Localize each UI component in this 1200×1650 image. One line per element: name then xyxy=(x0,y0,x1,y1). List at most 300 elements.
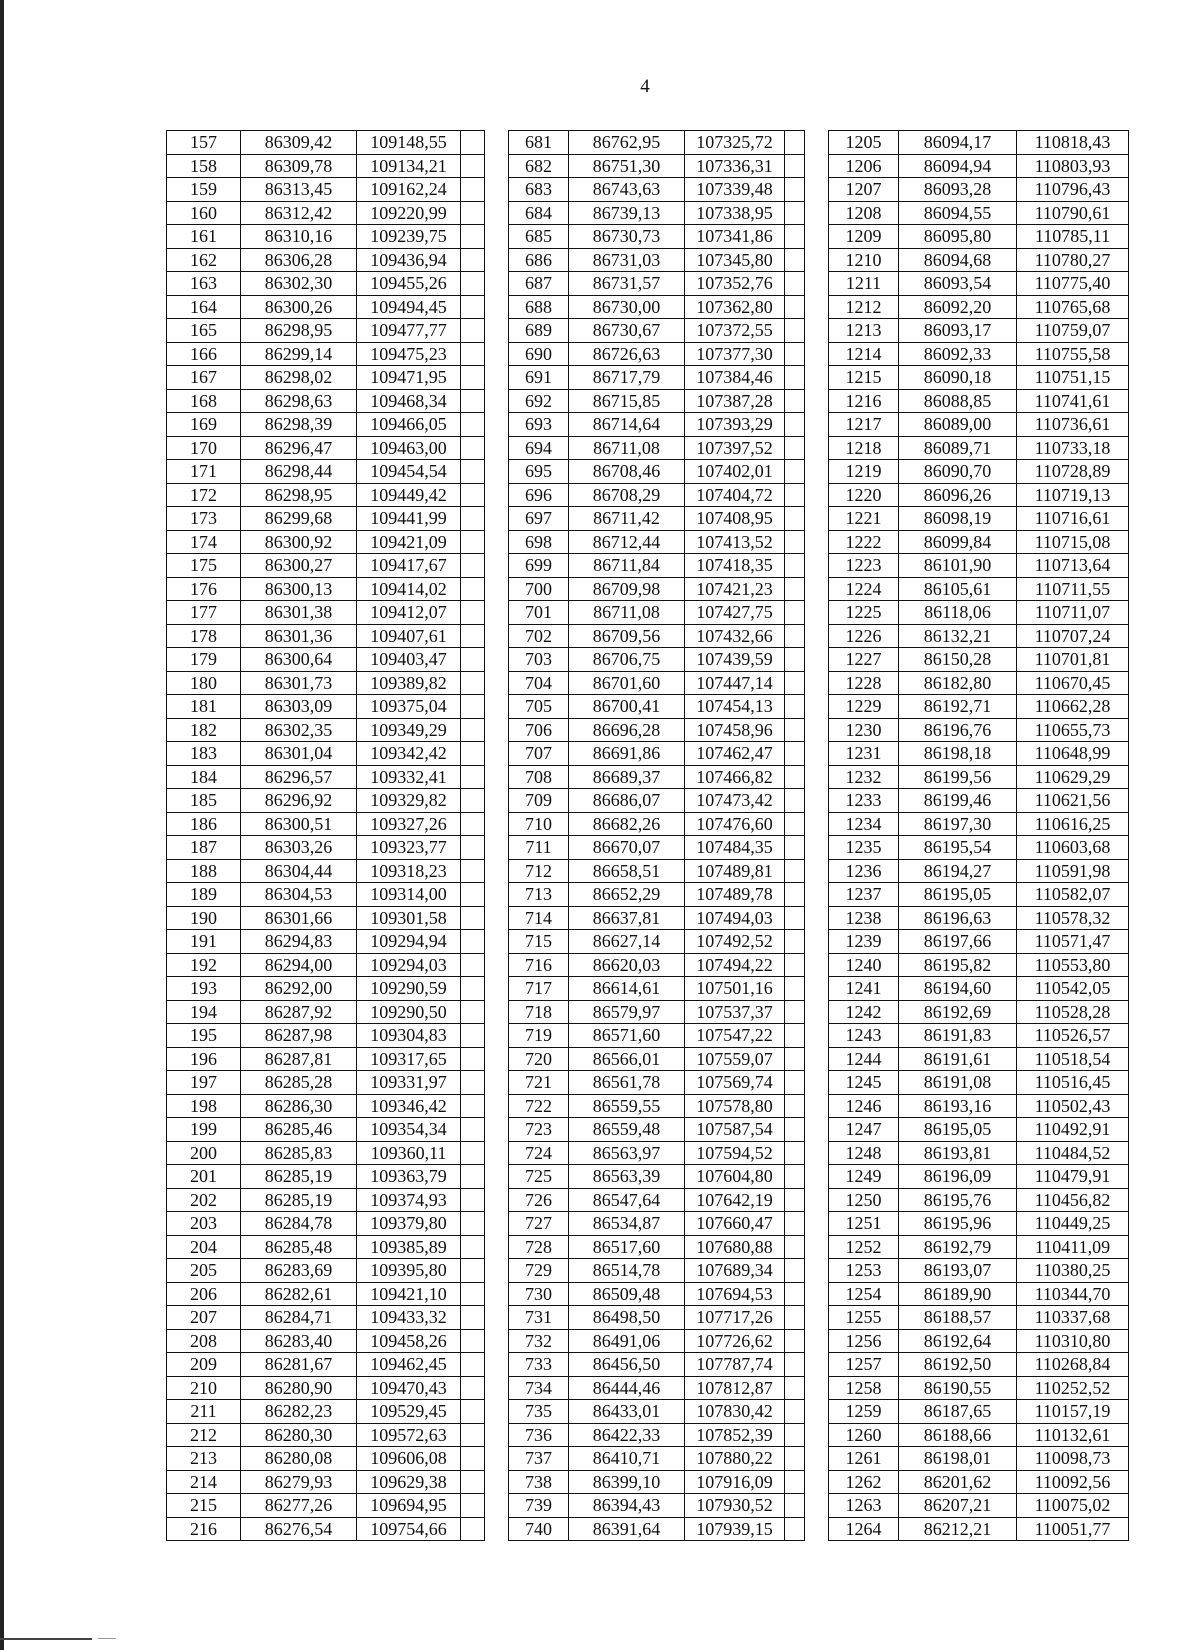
spacer-cell xyxy=(785,436,805,460)
spacer-cell xyxy=(461,1470,485,1494)
spacer-cell xyxy=(785,1400,805,1424)
spacer-cell xyxy=(461,1423,485,1447)
y-coordinate-cell: 109301,58 xyxy=(357,906,461,930)
x-coordinate-cell: 86193,07 xyxy=(899,1259,1017,1283)
y-coordinate-cell: 107537,37 xyxy=(685,1000,785,1024)
y-coordinate-cell: 109294,03 xyxy=(357,953,461,977)
spacer-cell xyxy=(785,1165,805,1189)
x-coordinate-cell: 86509,48 xyxy=(569,1282,685,1306)
point-number-cell: 736 xyxy=(509,1423,569,1447)
point-number-cell: 1227 xyxy=(829,648,899,672)
x-coordinate-cell: 86296,47 xyxy=(241,436,357,460)
spacer-cell xyxy=(785,671,805,695)
spacer-cell xyxy=(785,1071,805,1095)
page-number: 4 xyxy=(640,76,650,97)
x-coordinate-cell: 86094,17 xyxy=(899,131,1017,155)
y-coordinate-cell: 109407,61 xyxy=(357,624,461,648)
spacer-cell xyxy=(461,295,485,319)
x-coordinate-cell: 86298,02 xyxy=(241,366,357,390)
x-coordinate-cell: 86303,09 xyxy=(241,695,357,719)
point-number-cell: 684 xyxy=(509,201,569,225)
table-row xyxy=(509,1094,805,1118)
spacer-cell xyxy=(461,225,485,249)
spacer-cell xyxy=(785,342,805,366)
y-coordinate-cell: 109304,83 xyxy=(357,1024,461,1048)
point-number-cell: 696 xyxy=(509,483,569,507)
y-coordinate-cell: 107439,59 xyxy=(685,648,785,672)
table-row xyxy=(167,1047,485,1071)
spacer-cell xyxy=(785,953,805,977)
point-number-cell: 704 xyxy=(509,671,569,695)
x-coordinate-cell: 86192,79 xyxy=(899,1235,1017,1259)
y-coordinate-cell: 107393,29 xyxy=(685,413,785,437)
point-number-cell: 693 xyxy=(509,413,569,437)
y-coordinate-cell: 109290,59 xyxy=(357,977,461,1001)
point-number-cell: 1235 xyxy=(829,836,899,860)
x-coordinate-cell: 86299,14 xyxy=(241,342,357,366)
point-number-cell: 691 xyxy=(509,366,569,390)
y-coordinate-cell: 107939,15 xyxy=(685,1517,785,1541)
point-number-cell: 705 xyxy=(509,695,569,719)
point-number-cell: 716 xyxy=(509,953,569,977)
spacer-cell xyxy=(461,154,485,178)
spacer-cell xyxy=(461,460,485,484)
point-number-cell: 191 xyxy=(167,930,241,954)
table-row xyxy=(167,436,485,460)
y-coordinate-cell: 110818,43 xyxy=(1017,131,1129,155)
x-coordinate-cell: 86196,63 xyxy=(899,906,1017,930)
x-coordinate-cell: 86090,70 xyxy=(899,460,1017,484)
point-number-cell: 163 xyxy=(167,272,241,296)
point-number-cell: 211 xyxy=(167,1400,241,1424)
spacer-cell xyxy=(461,1000,485,1024)
spacer-cell xyxy=(785,201,805,225)
point-number-cell: 688 xyxy=(509,295,569,319)
point-number-cell: 1258 xyxy=(829,1376,899,1400)
point-number-cell: 174 xyxy=(167,530,241,554)
table-row xyxy=(167,319,485,343)
y-coordinate-cell: 110796,43 xyxy=(1017,178,1129,202)
table-row xyxy=(167,836,485,860)
point-number-cell: 722 xyxy=(509,1094,569,1118)
y-coordinate-cell: 107345,80 xyxy=(685,248,785,272)
x-coordinate-cell: 86195,54 xyxy=(899,836,1017,860)
table-row xyxy=(167,812,485,836)
y-coordinate-cell: 107852,39 xyxy=(685,1423,785,1447)
spacer-cell xyxy=(785,789,805,813)
point-number-cell: 188 xyxy=(167,859,241,883)
table-row xyxy=(509,530,805,554)
point-number-cell: 209 xyxy=(167,1353,241,1377)
y-coordinate-cell: 107421,23 xyxy=(685,577,785,601)
point-number-cell: 171 xyxy=(167,460,241,484)
y-coordinate-cell: 109403,47 xyxy=(357,648,461,672)
point-number-cell: 1217 xyxy=(829,413,899,437)
spacer-cell xyxy=(785,1447,805,1471)
y-coordinate-cell: 110252,52 xyxy=(1017,1376,1129,1400)
table-row xyxy=(509,248,805,272)
point-number-cell: 1216 xyxy=(829,389,899,413)
x-coordinate-cell: 86300,51 xyxy=(241,812,357,836)
spacer-cell xyxy=(785,1118,805,1142)
y-coordinate-cell: 110741,61 xyxy=(1017,389,1129,413)
point-number-cell: 197 xyxy=(167,1071,241,1095)
x-coordinate-cell: 86192,69 xyxy=(899,1000,1017,1024)
point-number-cell: 159 xyxy=(167,178,241,202)
point-number-cell: 177 xyxy=(167,601,241,625)
point-number-cell: 715 xyxy=(509,930,569,954)
spacer-cell xyxy=(461,742,485,766)
point-number-cell: 164 xyxy=(167,295,241,319)
spacer-cell xyxy=(785,601,805,625)
point-number-cell: 208 xyxy=(167,1329,241,1353)
x-coordinate-cell: 86711,42 xyxy=(569,507,685,531)
table-row xyxy=(829,1400,1129,1424)
y-coordinate-cell: 110728,89 xyxy=(1017,460,1129,484)
x-coordinate-cell: 86099,84 xyxy=(899,530,1017,554)
x-coordinate-cell: 86711,08 xyxy=(569,601,685,625)
y-coordinate-cell: 107397,52 xyxy=(685,436,785,460)
y-coordinate-cell: 107384,46 xyxy=(685,366,785,390)
point-number-cell: 690 xyxy=(509,342,569,366)
table-row xyxy=(509,436,805,460)
point-number-cell: 683 xyxy=(509,178,569,202)
x-coordinate-cell: 86303,26 xyxy=(241,836,357,860)
point-number-cell: 196 xyxy=(167,1047,241,1071)
x-coordinate-cell: 86191,61 xyxy=(899,1047,1017,1071)
table-row xyxy=(509,671,805,695)
point-number-cell: 1209 xyxy=(829,225,899,249)
table-row xyxy=(509,554,805,578)
table-row xyxy=(167,1188,485,1212)
y-coordinate-cell: 109449,42 xyxy=(357,483,461,507)
table-row xyxy=(829,248,1129,272)
table-row xyxy=(509,1282,805,1306)
spacer-cell xyxy=(461,930,485,954)
y-coordinate-cell: 110711,55 xyxy=(1017,577,1129,601)
x-coordinate-cell: 86284,71 xyxy=(241,1306,357,1330)
x-coordinate-cell: 86743,63 xyxy=(569,178,685,202)
x-coordinate-cell: 86287,92 xyxy=(241,1000,357,1024)
table-row xyxy=(167,154,485,178)
y-coordinate-cell: 109572,63 xyxy=(357,1423,461,1447)
y-coordinate-cell: 109462,45 xyxy=(357,1353,461,1377)
spacer-cell xyxy=(461,695,485,719)
y-coordinate-cell: 109494,45 xyxy=(357,295,461,319)
y-coordinate-cell: 110755,58 xyxy=(1017,342,1129,366)
point-number-cell: 203 xyxy=(167,1212,241,1236)
x-coordinate-cell: 86094,94 xyxy=(899,154,1017,178)
y-coordinate-cell: 107830,42 xyxy=(685,1400,785,1424)
table-row xyxy=(829,906,1129,930)
point-number-cell: 734 xyxy=(509,1376,569,1400)
y-coordinate-cell: 107408,95 xyxy=(685,507,785,531)
point-number-cell: 1228 xyxy=(829,671,899,695)
table-row xyxy=(167,671,485,695)
x-coordinate-cell: 86300,13 xyxy=(241,577,357,601)
y-coordinate-cell: 109629,38 xyxy=(357,1470,461,1494)
spacer-cell xyxy=(461,812,485,836)
table-row xyxy=(167,1235,485,1259)
y-coordinate-cell: 107377,30 xyxy=(685,342,785,366)
table-row xyxy=(167,225,485,249)
scan-left-edge xyxy=(0,0,4,1650)
y-coordinate-cell: 110516,45 xyxy=(1017,1071,1129,1095)
table-row xyxy=(509,272,805,296)
x-coordinate-cell: 86196,09 xyxy=(899,1165,1017,1189)
table-row xyxy=(509,1024,805,1048)
table-row xyxy=(829,648,1129,672)
table-row xyxy=(509,1000,805,1024)
point-number-cell: 199 xyxy=(167,1118,241,1142)
spacer-cell xyxy=(461,366,485,390)
y-coordinate-cell: 109349,29 xyxy=(357,718,461,742)
point-number-cell: 175 xyxy=(167,554,241,578)
table-row xyxy=(829,436,1129,460)
point-number-cell: 183 xyxy=(167,742,241,766)
x-coordinate-cell: 86191,08 xyxy=(899,1071,1017,1095)
table-row xyxy=(509,930,805,954)
table-row xyxy=(829,201,1129,225)
x-coordinate-cell: 86547,64 xyxy=(569,1188,685,1212)
x-coordinate-cell: 86708,29 xyxy=(569,483,685,507)
spacer-cell xyxy=(461,436,485,460)
y-coordinate-cell: 110780,27 xyxy=(1017,248,1129,272)
point-number-cell: 1210 xyxy=(829,248,899,272)
table-row xyxy=(509,718,805,742)
point-number-cell: 1252 xyxy=(829,1235,899,1259)
point-number-cell: 1207 xyxy=(829,178,899,202)
point-number-cell: 190 xyxy=(167,906,241,930)
point-number-cell: 186 xyxy=(167,812,241,836)
y-coordinate-cell: 109417,67 xyxy=(357,554,461,578)
spacer-cell xyxy=(785,507,805,531)
spacer-cell xyxy=(785,1517,805,1541)
point-number-cell: 161 xyxy=(167,225,241,249)
spacer-cell xyxy=(461,624,485,648)
x-coordinate-cell: 86096,26 xyxy=(899,483,1017,507)
spacer-cell xyxy=(785,812,805,836)
x-coordinate-cell: 86637,81 xyxy=(569,906,685,930)
y-coordinate-cell: 109354,34 xyxy=(357,1118,461,1142)
table-row xyxy=(829,413,1129,437)
y-coordinate-cell: 109466,05 xyxy=(357,413,461,437)
y-coordinate-cell: 109436,94 xyxy=(357,248,461,272)
table-row xyxy=(167,1329,485,1353)
y-coordinate-cell: 110479,91 xyxy=(1017,1165,1129,1189)
y-coordinate-cell: 109463,00 xyxy=(357,436,461,460)
point-number-cell: 213 xyxy=(167,1447,241,1471)
y-coordinate-cell: 109363,79 xyxy=(357,1165,461,1189)
x-coordinate-cell: 86282,23 xyxy=(241,1400,357,1424)
table-row xyxy=(829,1188,1129,1212)
point-number-cell: 1260 xyxy=(829,1423,899,1447)
table-row xyxy=(167,295,485,319)
spacer-cell xyxy=(785,366,805,390)
y-coordinate-cell: 110380,25 xyxy=(1017,1259,1129,1283)
y-coordinate-cell: 109375,04 xyxy=(357,695,461,719)
point-number-cell: 1249 xyxy=(829,1165,899,1189)
point-number-cell: 713 xyxy=(509,883,569,907)
spacer-cell xyxy=(461,389,485,413)
point-number-cell: 1246 xyxy=(829,1094,899,1118)
point-number-cell: 170 xyxy=(167,436,241,460)
spacer-cell xyxy=(461,1259,485,1283)
point-number-cell: 726 xyxy=(509,1188,569,1212)
point-number-cell: 1220 xyxy=(829,483,899,507)
spacer-cell xyxy=(461,1329,485,1353)
spacer-cell xyxy=(785,1141,805,1165)
x-coordinate-cell: 86399,10 xyxy=(569,1470,685,1494)
table-row xyxy=(509,1047,805,1071)
x-coordinate-cell: 86195,82 xyxy=(899,953,1017,977)
point-number-cell: 169 xyxy=(167,413,241,437)
table-row xyxy=(509,413,805,437)
x-coordinate-cell: 86192,50 xyxy=(899,1353,1017,1377)
y-coordinate-cell: 110502,43 xyxy=(1017,1094,1129,1118)
point-number-cell: 1211 xyxy=(829,272,899,296)
x-coordinate-cell: 86280,08 xyxy=(241,1447,357,1471)
spacer-cell xyxy=(785,718,805,742)
table-row xyxy=(829,1353,1129,1377)
spacer-cell xyxy=(461,1047,485,1071)
spacer-cell xyxy=(785,1282,805,1306)
point-number-cell: 1223 xyxy=(829,554,899,578)
point-number-cell: 739 xyxy=(509,1494,569,1518)
spacer-cell xyxy=(785,1047,805,1071)
point-number-cell: 727 xyxy=(509,1212,569,1236)
x-coordinate-cell: 86285,48 xyxy=(241,1235,357,1259)
point-number-cell: 706 xyxy=(509,718,569,742)
x-coordinate-cell: 86711,84 xyxy=(569,554,685,578)
point-number-cell: 185 xyxy=(167,789,241,813)
point-number-cell: 731 xyxy=(509,1306,569,1330)
point-number-cell: 700 xyxy=(509,577,569,601)
y-coordinate-cell: 109329,82 xyxy=(357,789,461,813)
y-coordinate-cell: 110075,02 xyxy=(1017,1494,1129,1518)
y-coordinate-cell: 110411,09 xyxy=(1017,1235,1129,1259)
table-row xyxy=(829,930,1129,954)
point-number-cell: 1263 xyxy=(829,1494,899,1518)
point-number-cell: 692 xyxy=(509,389,569,413)
table-row xyxy=(829,695,1129,719)
table-row xyxy=(509,1071,805,1095)
spacer-cell xyxy=(461,1094,485,1118)
x-coordinate-cell: 86700,41 xyxy=(569,695,685,719)
spacer-cell xyxy=(785,1494,805,1518)
spacer-cell xyxy=(461,1447,485,1471)
table-row xyxy=(509,1353,805,1377)
table-row xyxy=(167,859,485,883)
point-number-cell: 699 xyxy=(509,554,569,578)
x-coordinate-cell: 86696,28 xyxy=(569,718,685,742)
point-number-cell: 1205 xyxy=(829,131,899,155)
point-number-cell: 718 xyxy=(509,1000,569,1024)
spacer-cell xyxy=(461,1282,485,1306)
y-coordinate-cell: 109327,26 xyxy=(357,812,461,836)
y-coordinate-cell: 110759,07 xyxy=(1017,319,1129,343)
table-row xyxy=(509,765,805,789)
table-row xyxy=(829,883,1129,907)
y-coordinate-cell: 109317,65 xyxy=(357,1047,461,1071)
spacer-cell xyxy=(461,1141,485,1165)
table-row xyxy=(829,953,1129,977)
y-coordinate-cell: 110803,93 xyxy=(1017,154,1129,178)
point-number-cell: 740 xyxy=(509,1517,569,1541)
spacer-cell xyxy=(461,1024,485,1048)
x-coordinate-cell: 86304,53 xyxy=(241,883,357,907)
x-coordinate-cell: 86712,44 xyxy=(569,530,685,554)
table-row xyxy=(829,836,1129,860)
y-coordinate-cell: 107930,52 xyxy=(685,1494,785,1518)
table-row xyxy=(167,248,485,272)
y-coordinate-cell: 110616,25 xyxy=(1017,812,1129,836)
point-number-cell: 1226 xyxy=(829,624,899,648)
spacer-cell xyxy=(785,742,805,766)
point-number-cell: 728 xyxy=(509,1235,569,1259)
point-number-cell: 729 xyxy=(509,1259,569,1283)
point-number-cell: 714 xyxy=(509,906,569,930)
y-coordinate-cell: 107418,35 xyxy=(685,554,785,578)
point-number-cell: 1238 xyxy=(829,906,899,930)
table-row xyxy=(509,1329,805,1353)
x-coordinate-cell: 86101,90 xyxy=(899,554,1017,578)
point-number-cell: 207 xyxy=(167,1306,241,1330)
y-coordinate-cell: 110751,15 xyxy=(1017,366,1129,390)
point-number-cell: 709 xyxy=(509,789,569,813)
spacer-cell xyxy=(785,1470,805,1494)
x-coordinate-cell: 86309,42 xyxy=(241,131,357,155)
table-row xyxy=(509,1188,805,1212)
point-number-cell: 1230 xyxy=(829,718,899,742)
spacer-cell xyxy=(785,859,805,883)
point-number-cell: 1215 xyxy=(829,366,899,390)
point-number-cell: 1206 xyxy=(829,154,899,178)
point-number-cell: 160 xyxy=(167,201,241,225)
y-coordinate-cell: 110603,68 xyxy=(1017,836,1129,860)
point-number-cell: 215 xyxy=(167,1494,241,1518)
table-row xyxy=(509,1165,805,1189)
x-coordinate-cell: 86686,07 xyxy=(569,789,685,813)
y-coordinate-cell: 107694,53 xyxy=(685,1282,785,1306)
point-number-cell: 212 xyxy=(167,1423,241,1447)
table-row xyxy=(829,1212,1129,1236)
table-row xyxy=(509,789,805,813)
table-row xyxy=(829,1259,1129,1283)
table-row xyxy=(167,131,485,155)
y-coordinate-cell: 110670,45 xyxy=(1017,671,1129,695)
point-number-cell: 1248 xyxy=(829,1141,899,1165)
point-number-cell: 1259 xyxy=(829,1400,899,1424)
x-coordinate-cell: 86088,85 xyxy=(899,389,1017,413)
x-coordinate-cell: 86287,98 xyxy=(241,1024,357,1048)
y-coordinate-cell: 109318,23 xyxy=(357,859,461,883)
y-coordinate-cell: 107458,96 xyxy=(685,718,785,742)
table-row xyxy=(167,648,485,672)
spacer-cell xyxy=(461,1188,485,1212)
x-coordinate-cell: 86456,50 xyxy=(569,1353,685,1377)
table-row xyxy=(829,624,1129,648)
x-coordinate-cell: 86191,83 xyxy=(899,1024,1017,1048)
x-coordinate-cell: 86199,46 xyxy=(899,789,1017,813)
y-coordinate-cell: 109529,45 xyxy=(357,1400,461,1424)
spacer-cell xyxy=(785,1024,805,1048)
table-row xyxy=(509,648,805,672)
point-number-cell: 1239 xyxy=(829,930,899,954)
point-number-cell: 697 xyxy=(509,507,569,531)
table-row xyxy=(829,1306,1129,1330)
spacer-cell xyxy=(785,1212,805,1236)
